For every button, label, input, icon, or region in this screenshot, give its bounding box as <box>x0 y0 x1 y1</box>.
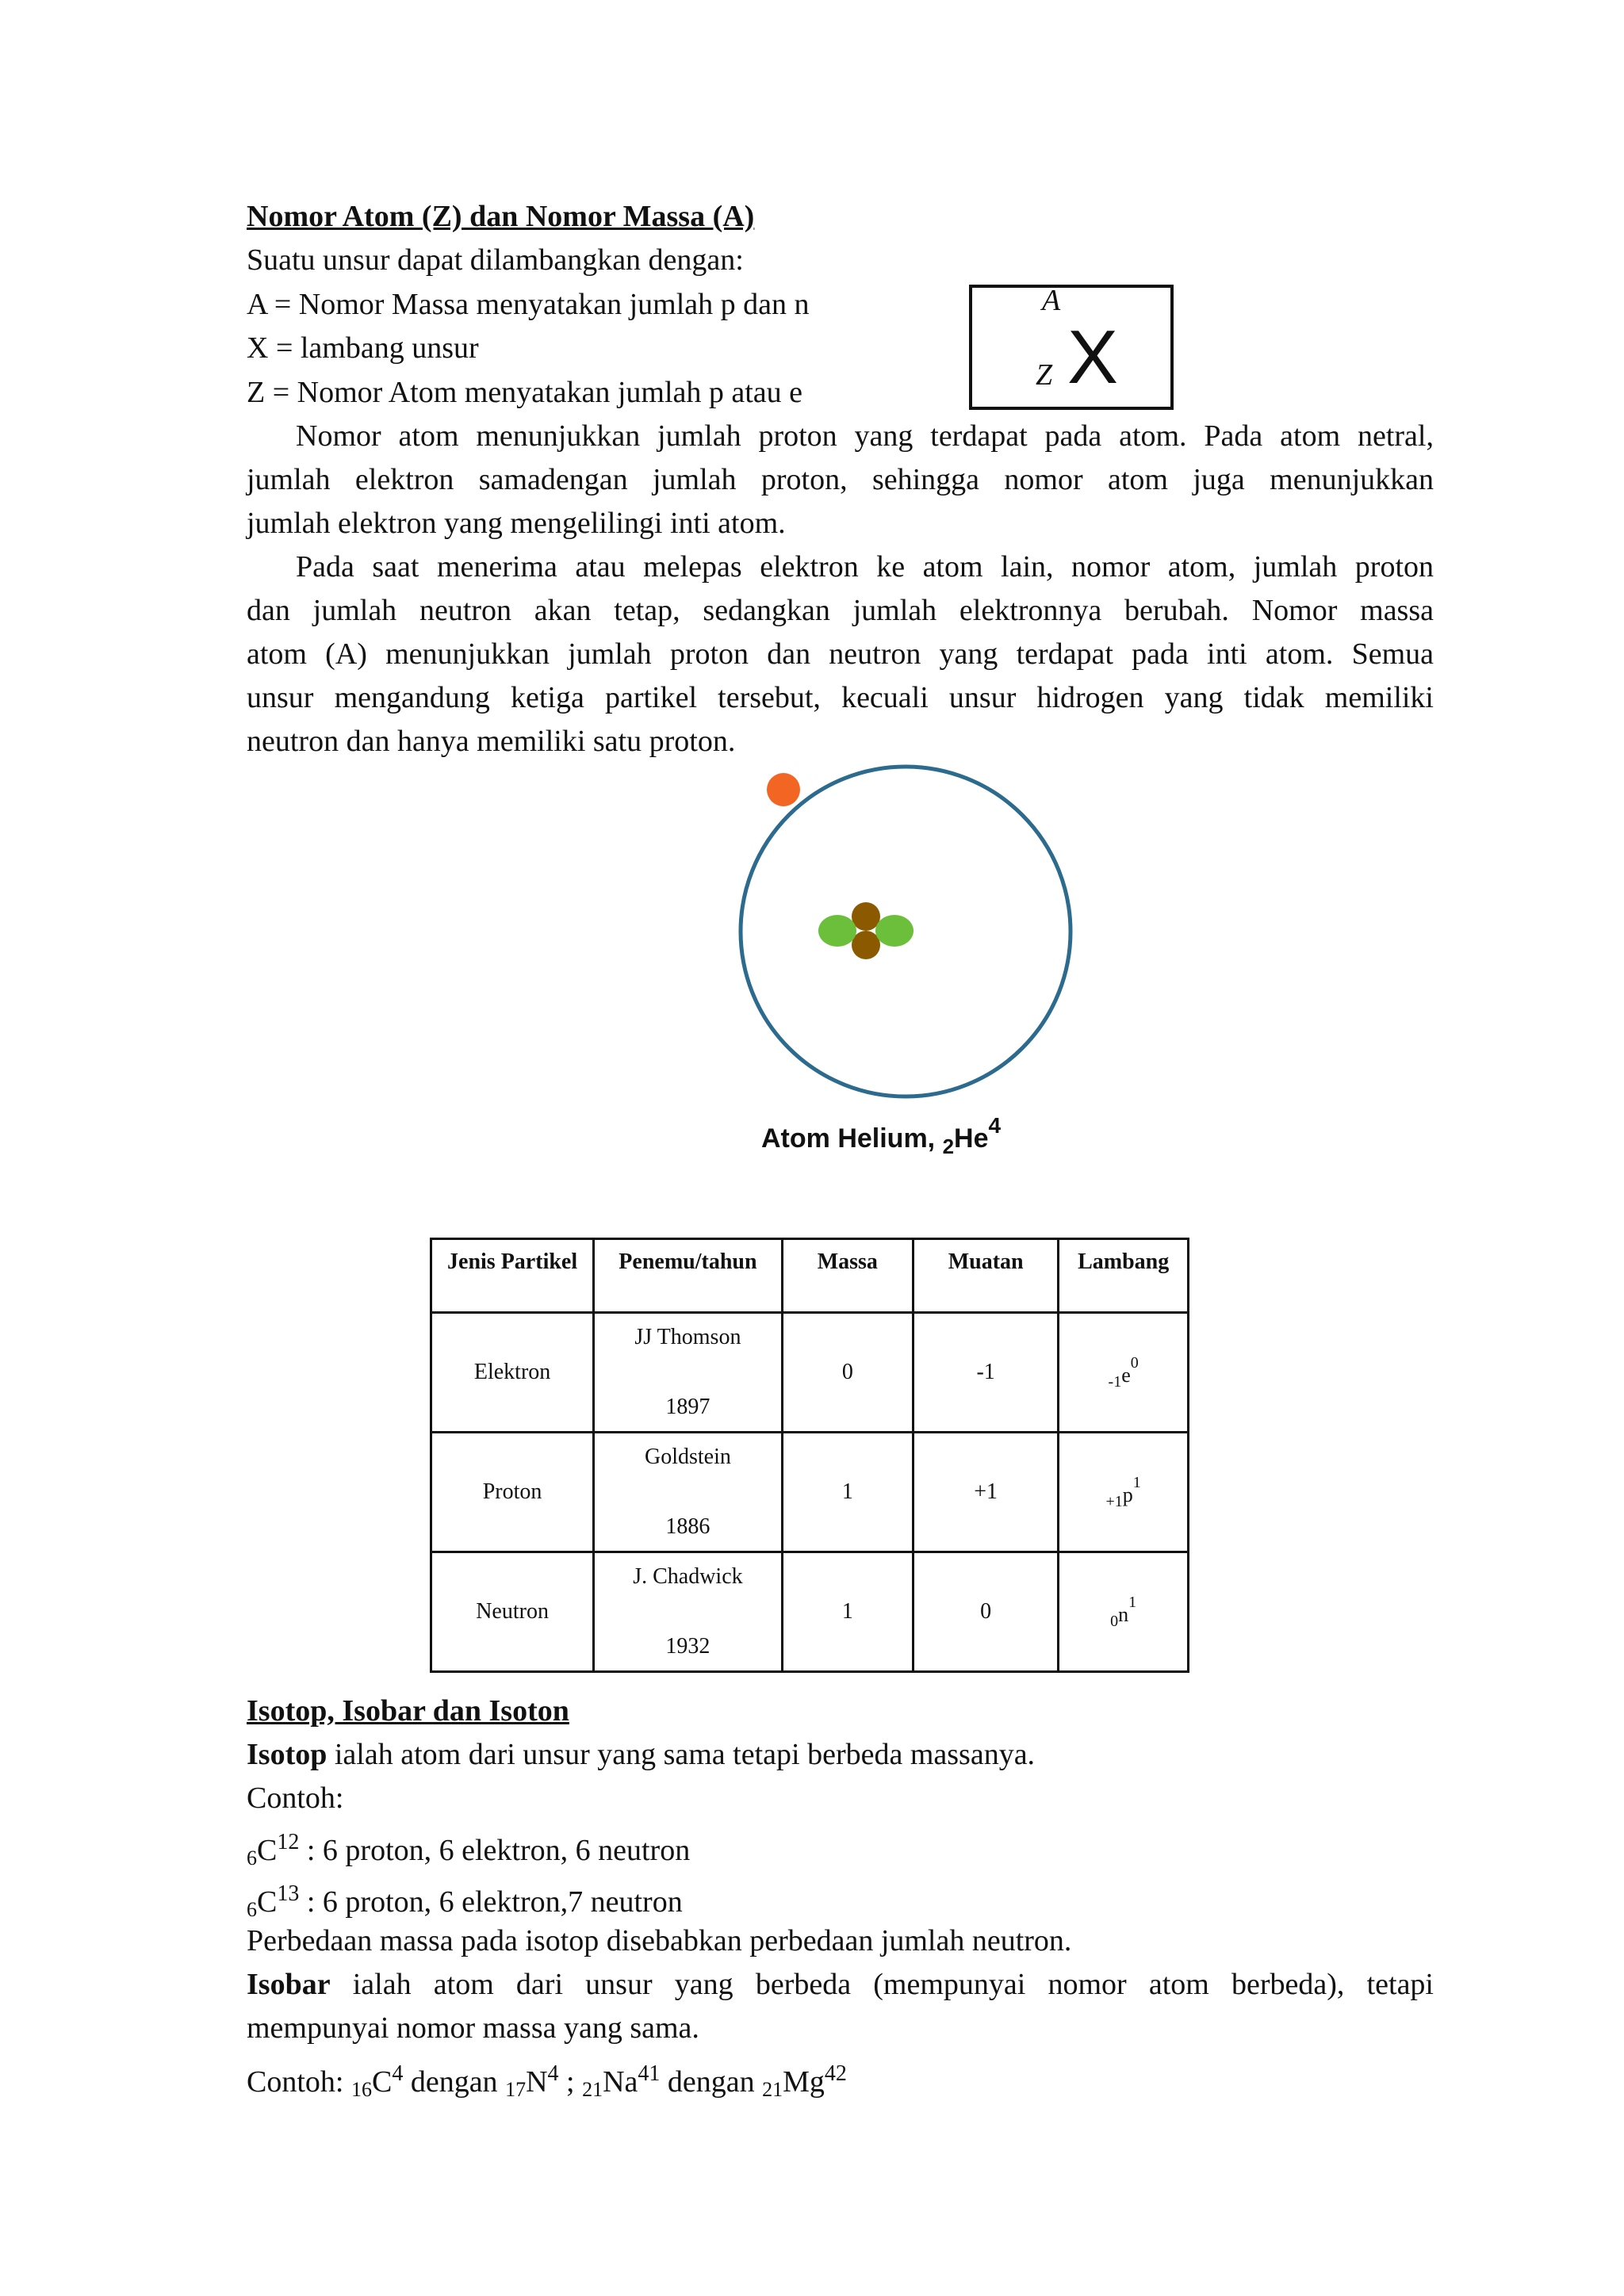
particle-cell: Proton <box>431 1433 594 1552</box>
mass-number: 4 <box>547 2061 559 2086</box>
element-symbol: C <box>371 2065 393 2099</box>
mass-cell: 0 <box>782 1313 913 1433</box>
element-symbol: C <box>257 1885 278 1919</box>
isotop-definition <box>247 1732 1035 1777</box>
table-header-row <box>431 1239 1189 1313</box>
symbol-superscript: 0 <box>1130 1353 1139 1372</box>
example-description: : 6 proton, 6 elektron, 6 neutron <box>299 1834 691 1867</box>
atomic-number: 21 <box>762 2078 783 2101</box>
caption-superscript: 4 <box>988 1113 1002 1138</box>
connector-word: dengan <box>660 2065 763 2099</box>
discovery-year: 1886 <box>665 1514 710 1539</box>
table-row <box>431 1313 1189 1433</box>
discoverer-cell <box>594 1313 783 1433</box>
paragraph-2-line-1: Pada saat menerima atau melepas elektron ke atom lain, nomor atom, jumlah proton <box>296 550 1434 584</box>
particle-cell: Elektron <box>431 1313 594 1433</box>
discoverer-name: Goldstein <box>644 1445 731 1469</box>
paragraph-1-line-2: jumlah elektron samadengan jumlah proton, sehingga nomor atom juga menunjukkan <box>247 463 1434 496</box>
element-symbol-label: X <box>1067 315 1119 400</box>
mass-number: 13 <box>277 1881 300 1906</box>
proton-particle <box>852 902 880 931</box>
mass-number: 12 <box>277 1830 300 1854</box>
section-heading-nomor-atom: Nomor Atom (Z) dan Nomor Massa (A) <box>247 200 755 233</box>
element-symbol: C <box>257 1834 278 1867</box>
paragraph-2-line-3: atom (A) menunjukkan jumlah proton dan neutron yang terdapat pada inti atom. Semua <box>247 637 1434 671</box>
mass-number: 41 <box>638 2061 661 2086</box>
intro-text: Suatu unsur dapat dilambangkan dengan: <box>247 243 744 277</box>
charge-cell: +1 <box>913 1433 1058 1552</box>
symbol-superscript: 1 <box>1128 1593 1137 1611</box>
example-lead: Contoh: <box>247 2065 351 2099</box>
symbol-cell <box>1059 1552 1189 1672</box>
paragraph-2-line-4: unsur mengandung ketiga partikel tersebut, kecuali unsur hidrogen yang tidak memiliki <box>247 681 1434 714</box>
definition-x: X = lambang unsur <box>247 331 479 365</box>
symbol-superscript: 1 <box>1132 1473 1141 1491</box>
charge-cell: -1 <box>913 1313 1058 1433</box>
helium-atom-diagram <box>682 761 1158 1126</box>
definition-z: Z = Nomor Atom menyatakan jumlah p atau e <box>247 376 803 409</box>
paragraph-2-line-2: dan jumlah neutron akan tetap, sedangkan jumlah elektronnya berubah. Nomor massa <box>247 594 1434 627</box>
discoverer-cell <box>594 1552 783 1672</box>
symbol-subscript: +1 <box>1105 1492 1123 1510</box>
nuclide-notation-box <box>969 285 1174 410</box>
mass-cell: 1 <box>782 1433 913 1552</box>
mass-difference-note: Perbedaan massa pada isotop disebabkan perbedaan jumlah neutron. <box>247 1924 1072 1957</box>
atomic-number: 16 <box>350 2078 372 2101</box>
isobar-definition-text: ialah atom dari unsur yang berbeda (mempunyai nomor atom berbeda), tetapi <box>330 1968 1434 2001</box>
paragraph-1-line-3: jumlah elektron yang mengelilingi inti atom. <box>247 507 786 540</box>
section-heading-isotop: Isotop, Isobar dan Isoton <box>247 1694 569 1728</box>
definition-a: A = Nomor Massa menyatakan jumlah p dan n <box>247 288 810 321</box>
isobar-definition-line-1 <box>247 1962 1434 2007</box>
particle-cell: Neutron <box>431 1552 594 1672</box>
header-cell: Jenis Partikel <box>431 1239 594 1313</box>
element-symbol: Na <box>603 2065 638 2099</box>
symbol-subscript: -1 <box>1108 1372 1122 1391</box>
mass-cell: 1 <box>782 1552 913 1672</box>
isobar-term: Isobar <box>247 1968 331 2001</box>
atomic-number: 6 <box>247 1846 257 1869</box>
discoverer-name: JJ Thomson <box>634 1325 741 1349</box>
table-row <box>431 1433 1189 1552</box>
symbol-letter: e <box>1121 1363 1131 1387</box>
example-description: : 6 proton, 6 elektron,7 neutron <box>299 1885 683 1919</box>
isobar-example <box>247 2052 847 2112</box>
element-symbol: Mg <box>783 2065 825 2099</box>
contoh-label: Contoh: <box>247 1781 344 1815</box>
discoverer-name: J. Chadwick <box>633 1564 743 1589</box>
separator: ; <box>558 2065 583 2099</box>
symbol-subscript: 0 <box>1110 1612 1119 1630</box>
atomic-number: 17 <box>505 2078 527 2101</box>
symbol-cell <box>1059 1433 1189 1552</box>
table-row <box>431 1552 1189 1672</box>
mass-number: 4 <box>392 2061 404 2086</box>
discovery-year: 1897 <box>665 1395 710 1419</box>
neutron-particle <box>875 915 914 947</box>
caption-subscript: 2 <box>942 1135 955 1158</box>
connector-word: dengan <box>403 2065 506 2099</box>
figure-caption <box>761 1113 1001 1159</box>
isotop-definition-text: ialah atom dari unsur yang sama tetapi berbeda massanya. <box>327 1738 1036 1771</box>
header-cell: Muatan <box>913 1239 1058 1313</box>
caption-text: Atom Helium, <box>761 1123 943 1154</box>
paragraph-2-line-5: neutron dan hanya memiliki satu proton. <box>247 725 736 758</box>
mass-number: 42 <box>824 2061 847 2086</box>
atomic-number: 6 <box>247 1898 257 1921</box>
symbol-letter: n <box>1118 1602 1129 1626</box>
atomic-number: 21 <box>582 2078 603 2101</box>
header-cell: Lambang <box>1059 1239 1189 1313</box>
mass-number-label: A <box>1042 284 1061 317</box>
symbol-letter: p <box>1122 1483 1133 1506</box>
header-cell: Penemu/tahun <box>594 1239 783 1313</box>
element-symbol: N <box>526 2065 548 2099</box>
discoverer-cell <box>594 1433 783 1552</box>
neutron-particle <box>818 915 856 947</box>
proton-particle <box>852 931 880 959</box>
caption-element: He <box>954 1123 989 1154</box>
header-cell: Massa <box>782 1239 913 1313</box>
electron-particle <box>767 773 800 806</box>
isotop-term: Isotop <box>247 1738 327 1771</box>
atomic-number-label: Z <box>1036 358 1053 392</box>
isobar-definition-line-2: mempunyai nomor massa yang sama. <box>247 2011 699 2045</box>
symbol-cell <box>1059 1313 1189 1433</box>
subatomic-particle-table <box>430 1238 1189 1673</box>
discovery-year: 1932 <box>665 1634 710 1659</box>
paragraph-1-line-1: Nomor atom menunjukkan jumlah proton yang terdapat pada atom. Pada atom netral, <box>296 419 1434 453</box>
charge-cell: 0 <box>913 1552 1058 1672</box>
